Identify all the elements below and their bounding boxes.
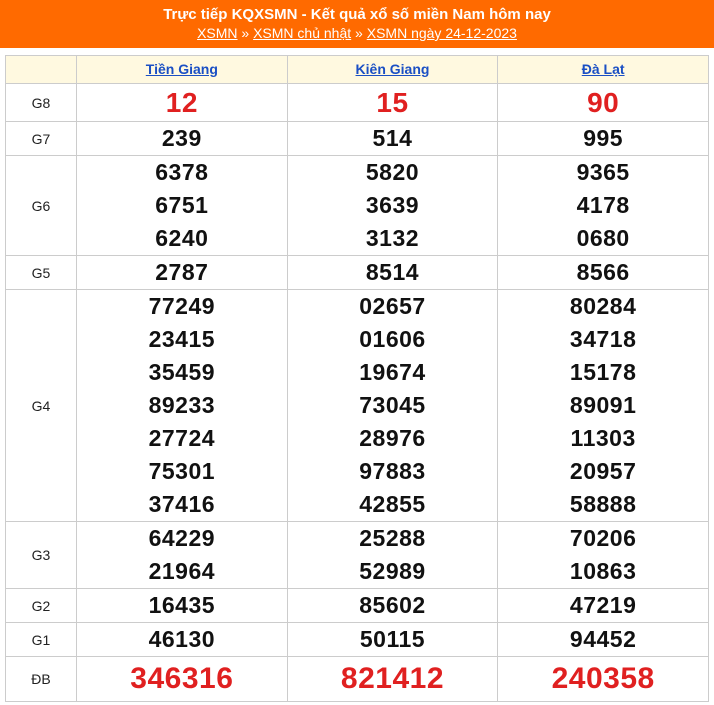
result-number: 12: [165, 87, 198, 118]
result-number: 821412: [340, 662, 445, 695]
province-link-kien-giang[interactable]: Kiên Giang: [355, 60, 430, 77]
result-cell: [498, 589, 709, 623]
result-number: 94452: [569, 626, 637, 652]
result-cell: [498, 156, 709, 256]
prize-label: G1: [6, 623, 77, 657]
result-cell: [77, 623, 288, 657]
result-cell: [498, 122, 709, 156]
result-cell: [498, 290, 709, 522]
result-number: 15178: [569, 359, 637, 385]
result-cell: [287, 623, 498, 657]
prize-label: G7: [6, 122, 77, 156]
result-number: 21964: [148, 558, 216, 584]
result-number: 4178: [576, 192, 630, 218]
result-number: 77249: [148, 293, 216, 319]
prize-label: G4: [6, 290, 77, 522]
result-cell: [498, 522, 709, 589]
results-body: [6, 84, 709, 702]
result-cell: [77, 290, 288, 522]
result-cell: [77, 156, 288, 256]
result-number: 19674: [359, 359, 426, 385]
breadcrumb-separator: »: [355, 25, 363, 41]
province-link-da-lat[interactable]: Đà Lạt: [581, 60, 625, 77]
result-number: 514: [372, 125, 413, 151]
result-number: 16435: [148, 592, 216, 618]
prize-row: [6, 623, 709, 657]
result-number: 35459: [148, 359, 216, 385]
result-number: 02657: [359, 293, 426, 319]
breadcrumb-separator: »: [241, 25, 250, 41]
prize-row: [6, 290, 709, 522]
prize-label: G3: [6, 522, 77, 589]
result-number: 8514: [365, 259, 420, 285]
result-number: 6240: [155, 225, 209, 251]
prize-label: G5: [6, 256, 77, 290]
result-cell: [287, 156, 498, 256]
province-link-tien-giang[interactable]: Tiền Giang: [145, 60, 218, 77]
table-header-row: [6, 56, 709, 84]
result-number: 46130: [148, 626, 216, 652]
result-number: 3639: [365, 192, 420, 218]
results-table: [5, 55, 709, 702]
result-number: 28976: [359, 425, 426, 451]
result-cell: [287, 589, 498, 623]
prize-label: G6: [6, 156, 77, 256]
page-title: Trực tiếp KQXSMN - Kết quả xổ số miền Nam hôm nay: [163, 6, 551, 23]
result-number: 239: [161, 125, 202, 151]
result-number: 01606: [359, 326, 426, 352]
result-number: 6378: [155, 159, 209, 185]
prize-column-header: [6, 56, 77, 84]
result-cell: [77, 657, 288, 702]
result-number: 25288: [359, 525, 426, 551]
prize-row: [6, 156, 709, 256]
prize-row: [6, 256, 709, 290]
result-cell: [287, 657, 498, 702]
breadcrumb: [0, 24, 714, 42]
result-number: 23415: [148, 326, 216, 352]
result-cell: [287, 290, 498, 522]
result-cell: [77, 589, 288, 623]
result-number: 73045: [359, 392, 426, 418]
result-number: 5820: [365, 159, 420, 185]
result-number: 34718: [569, 326, 637, 352]
result-cell: [77, 256, 288, 290]
result-number: 3132: [365, 225, 420, 251]
result-cell: [498, 256, 709, 290]
result-number: 8566: [576, 259, 630, 285]
breadcrumb-xsmn[interactable]: XSMN: [197, 25, 238, 41]
result-cell: [77, 84, 288, 122]
result-cell: [287, 256, 498, 290]
result-number: 64229: [148, 525, 216, 551]
prize-label: ĐB: [6, 657, 77, 702]
result-cell: [77, 122, 288, 156]
result-cell: [287, 84, 498, 122]
province-header-da-lat: [498, 56, 709, 84]
breadcrumb-xsmn-date[interactable]: XSMN ngày 24-12-2023: [366, 25, 517, 41]
prize-label: G8: [6, 84, 77, 122]
result-number: 37416: [148, 491, 216, 517]
result-number: 6751: [155, 192, 209, 218]
prize-label: G2: [6, 589, 77, 623]
result-number: 27724: [148, 425, 216, 451]
result-cell: [287, 122, 498, 156]
page-header: [0, 0, 714, 48]
result-number: 20957: [569, 458, 637, 484]
result-number: 9365: [576, 159, 630, 185]
prize-row: [6, 522, 709, 589]
result-cell: [287, 522, 498, 589]
result-number: 70206: [569, 525, 637, 551]
prize-row: [6, 589, 709, 623]
result-number: 97883: [359, 458, 426, 484]
result-number: 80284: [569, 293, 637, 319]
result-number: 89091: [569, 392, 637, 418]
result-number: 58888: [569, 491, 637, 517]
result-number: 15: [376, 87, 409, 118]
prize-row: [6, 122, 709, 156]
prize-row: [6, 657, 709, 702]
result-number: 42855: [359, 491, 426, 517]
result-number: 75301: [148, 458, 216, 484]
result-cell: [498, 84, 709, 122]
result-cell: [498, 623, 709, 657]
results-table-wrapper: [5, 55, 709, 702]
result-cell: [498, 657, 709, 702]
province-header-kien-giang: [287, 56, 498, 84]
result-number: 2787: [155, 259, 209, 285]
result-cell: [77, 522, 288, 589]
result-number: 0680: [576, 225, 630, 251]
result-number: 995: [583, 125, 624, 151]
result-number: 346316: [130, 662, 234, 695]
result-number: 85602: [359, 592, 426, 618]
prize-row: [6, 84, 709, 122]
result-number: 47219: [569, 592, 637, 618]
result-number: 240358: [551, 662, 655, 695]
result-number: 50115: [359, 626, 426, 652]
result-number: 11303: [570, 425, 636, 451]
result-number: 90: [587, 87, 620, 118]
result-number: 89233: [148, 392, 216, 418]
province-header-tien-giang: [77, 56, 288, 84]
result-number: 52989: [359, 558, 426, 584]
result-number: 10863: [569, 558, 637, 584]
breadcrumb-xsmn-sunday[interactable]: XSMN chủ nhật: [253, 25, 352, 41]
